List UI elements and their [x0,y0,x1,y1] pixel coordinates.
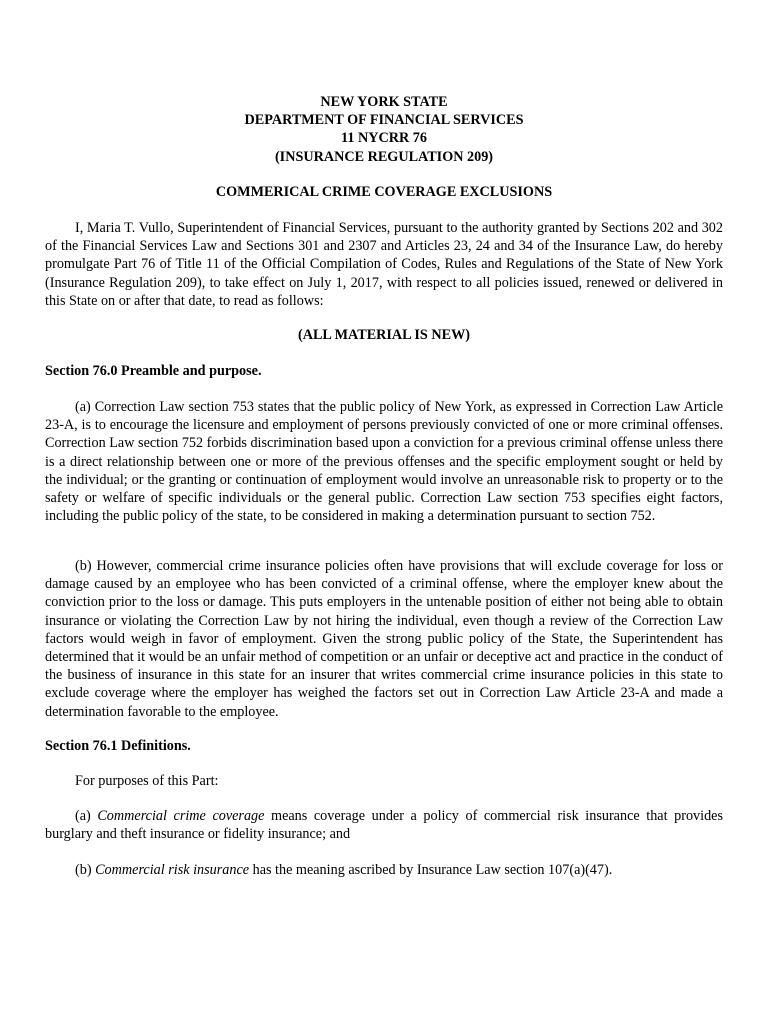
section-76-0-paragraph-b: (b) However, commercial crime insurance policies often have provisions that will exclude coverage for loss or damage caused by an employee who has been convicted of a criminal offense, where the employer knew about the conviction prior to the loss or damage. This puts employers in the untenable position of either not being able to obtain insurance or violating the Correction Law by not hiring the individual, even though a review of the Correction Law factors would weigh in favor of employment. Given the strong public policy of the State, the Superintendent has determined that it would be an unfair method of competition or an unfair or deceptive act and practice in the conduct of the business of insurance in this state for an insurer that writes commercial crime insurance policies in this state to exclude coverage where the employer has weighed the factors set out in Correction Law Article 23-A and made a determination favorable to the employee. [45,558,723,720]
definition-b-label: (b) [75,862,96,878]
definition-a-text: means coverage under a policy of commercial risk insurance that provides burglary and theft insurance or fidelity insurance; and [45,808,723,843]
definition-b [45,861,723,879]
document-header [45,93,723,166]
header-citation: 11 NYCRR 76 [341,130,427,147]
intro-paragraph: I, Maria T. Vullo, Superintendent of Financial Services, pursuant to the authority granted by Sections 202 and 302 of the Financial Services Law and Sections 301 and 2307 and Articles 23, 24 and 34 of the Insurance Law, do hereby promulgate Part 76 of Title 11 of the Official Compilation of Codes, Rules and Regulations of the State of New York (Insurance Regulation 209), to take effect on July 1, 2017, with respect to all policies issued, renewed or delivered in this State on or after that date, to read as follows: [45,220,723,309]
section-76-0-title: Section 76.0 Preamble and purpose. [45,363,262,379]
definition-b-text: has the meaning ascribed by Insurance Law section 107(a)(47). [249,862,613,878]
definition-a-label: (a) [75,808,98,824]
document-subject: COMMERICAL CRIME COVERAGE EXCLUSIONS [215,184,553,200]
definition-b-term: Commercial risk insurance [95,862,250,878]
definitions-lead: For purposes of this Part: [75,773,219,789]
header-regulation: (INSURANCE REGULATION 209) [274,148,494,165]
definition-a-term: Commercial crime coverage [97,808,265,824]
section-76-1-title: Section 76.1 Definitions. [45,738,191,754]
definition-a [45,807,723,843]
header-department: DEPARTMENT OF FINANCIAL SERVICES [244,112,524,129]
section-76-0-paragraph-a: (a) Correction Law section 753 states that the public policy of New York, as expressed in Correction Law Article 23-A, is to encourage the licensure and employment of persons previously convicted of one or more criminal offenses. Correction Law section 752 forbids discrimination based upon a conviction for a previous criminal offense unless there is a direct relationship between one or more of the previous offenses and the specific employment sought or held by the individual; or the granting or continuation of employment would involve an unreasonable risk to property or to the safety or welfare of specific individuals or the general public. Correction Law section 753 specifies eight factors, including the public policy of the state, to be considered in making a determination pursuant to section 752. [45,399,723,525]
header-state: NEW YORK STATE [320,94,448,110]
material-note: (ALL MATERIAL IS NEW) [298,327,470,343]
